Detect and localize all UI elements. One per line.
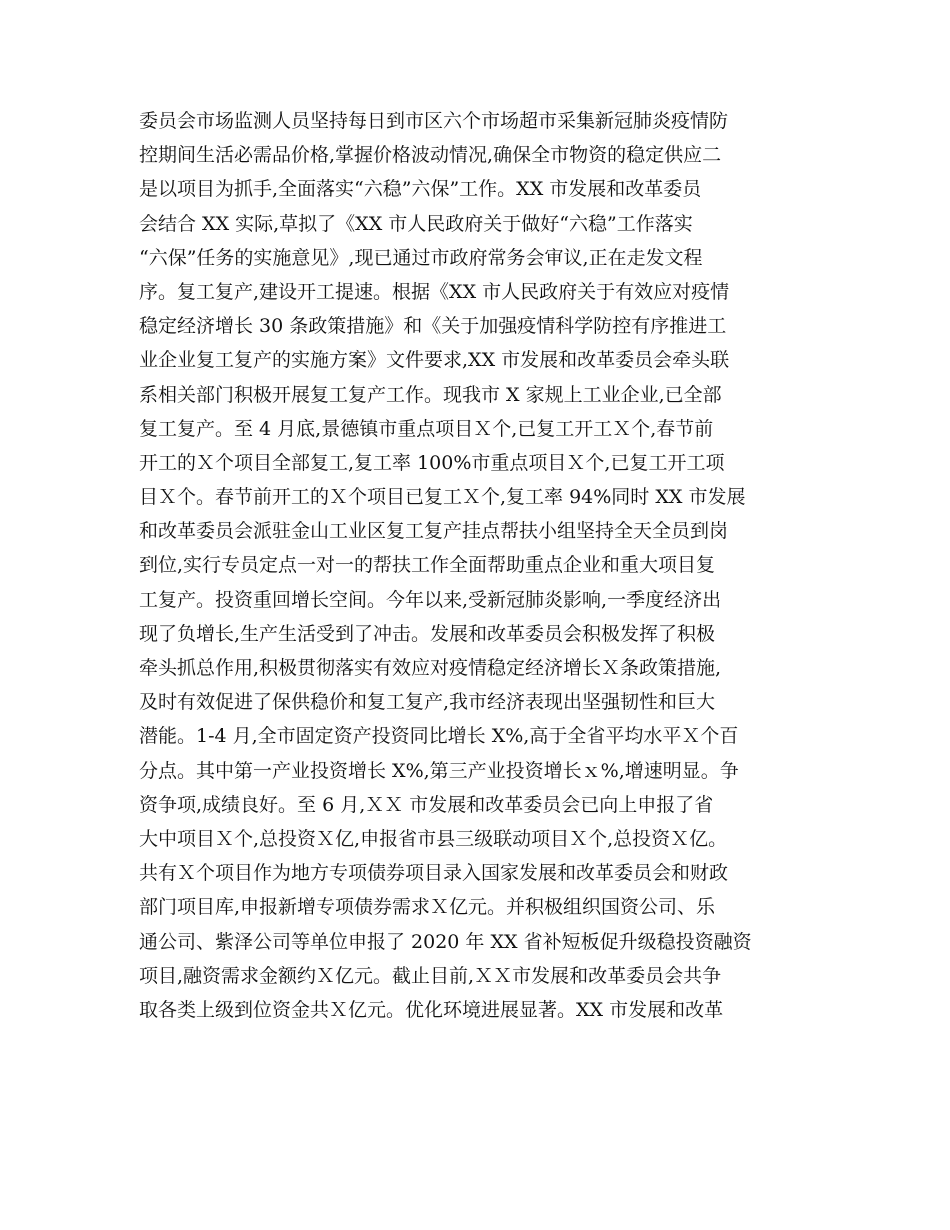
text-line: 资争项,成绩良好。至 6 月,ＸＸ 市发展和改革委员会已向上申报了省 <box>139 793 714 816</box>
text-line: 开工的Ｘ个项目全部复工,复工率 100%市重点项目Ｘ个,已复工开工项 <box>139 451 725 474</box>
text-line: 序。复工复产,建设开工提速。根据《XX 市人民政府关于有效应对疫情 <box>139 280 730 303</box>
text-line: 委员会市场监测人员坚持每日到市区六个市场超市采集新冠肺炎疫情防 <box>139 110 729 132</box>
text-line: 会结合 XX 实际,草拟了《XX 市人民政府关于做好“六稳”工作落实 <box>139 212 693 235</box>
text-line: 控期间生活必需品价格,掌握价格波动情况,确保全市物资的稳定供应二 <box>139 144 722 167</box>
text-line: 稳定经济增长 30 条政策措施》和《关于加强疫情科学防控有序推进工 <box>139 315 727 338</box>
text-line: 分点。其中第一产业投资增长 X%,第三产业投资增长ｘ%,增速明显。争 <box>139 759 739 782</box>
text-line: 系相关部门积极开展复工复产工作。现我市 X 家规上工业企业,已全部 <box>139 383 722 406</box>
text-line: 目Ｘ个。春节前开工的Ｘ个项目已复工Ｘ个,复工率 94%同时 XX 市发展 <box>139 486 746 509</box>
text-line: 通公司、紫泽公司等单位申报了 2020 年 XX 省补短板促升级稳投资融资 <box>139 930 752 953</box>
text-line: 潜能。1-4 月,全市固定资产投资同比增长 X%,高于全省平均水平Ｘ个百 <box>139 725 739 748</box>
text-line: 复工复产。至 4 月底,景德镇市重点项目Ｘ个,已复工开工Ｘ个,春节前 <box>139 417 714 440</box>
text-line: 到位,实行专员定点一对一的帮扶工作全面帮助重点企业和重大项目复 <box>139 554 716 577</box>
text-line: 项目,融资需求金额约Ｘ亿元。截止目前,ＸＸ市发展和改革委员会共争 <box>139 964 722 987</box>
text-line: 现了负增长,生产生活受到了冲击。发展和改革委员会积极发挥了积极 <box>139 622 716 645</box>
text-line: 业企业复工复产的实施方案》文件要求,XX 市发展和改革委员会牵头联 <box>139 349 730 372</box>
text-line: 大中项目Ｘ个,总投资Ｘ亿,申报省市县三级联动项目Ｘ个,总投资Ｘ亿。 <box>139 827 728 850</box>
text-line: 及时有效促进了保供稳价和复工复产,我市经济表现出坚强韧性和巨大 <box>139 691 716 714</box>
text-line: 取各类上级到位资金共Ｘ亿元。优化环境进展显著。XX 市发展和改革 <box>139 998 724 1021</box>
text-line: “六保”任务的实施意见》,现已通过市政府常务会审议,正在走发文程 <box>139 246 703 269</box>
text-line: 共有Ｘ个项目作为地方专项债券项目录入国家发展和改革委员会和财政 <box>139 862 729 885</box>
text-line: 和改革委员会派驻金山工业区复工复产挂点帮扶小组坚持全天全员到岗 <box>139 520 729 543</box>
text-line: 部门项目库,申报新增专项债券需求Ｘ亿元。并积极组织国资公司、乐 <box>139 896 716 919</box>
text-line: 工复产。投资重回增长空间。今年以来,受新冠肺炎影响,一季度经济出 <box>139 588 722 611</box>
body-text <box>139 104 829 1027</box>
text-line: 是以项目为抓手,全面落实“六稳”六保”工作。XX 市发展和改革委员 <box>139 178 702 201</box>
text-line: 牵头抓总作用,积极贯彻落实有效应对疫情稳定经济增长Ｘ条政策措施, <box>139 657 722 679</box>
